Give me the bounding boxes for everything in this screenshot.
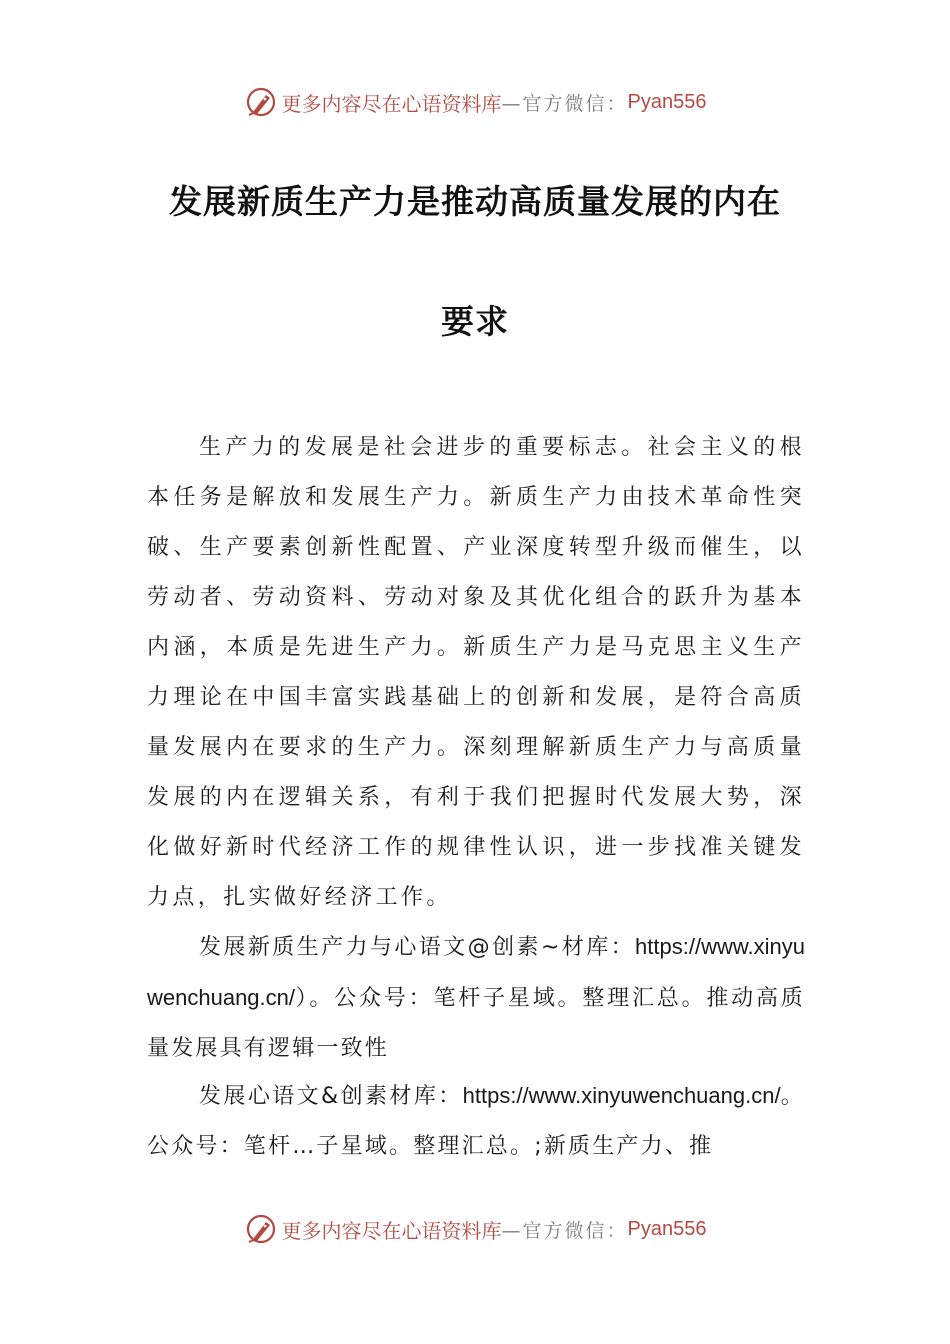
banner-wechat-id: Pyan556: [627, 90, 707, 113]
body-paragraph-3: [147, 1071, 805, 1172]
document-title-line-1: 发展新质生产力是推动高质量发展的内在: [169, 182, 781, 221]
body-paragraph-1: 生产力的发展是社会进步的重要标志。社会主义的根本任务是解放和发展生产力。新质生产力由技术革命性突破、生产要素创新性配置、产业深度转型升级而催生，以劳动者、劳动资料、劳动对象及其优化组合的跃升为基本内涵，本质是先进生产力。新质生产力是马克思主义生产力理论在中国丰富实践基础上的创新和发展，是符合高质量发展内在要求的生产力。深刻理解新质生产力与高质量发展的内在逻辑关系，有利于我们把握时代发展大势，深化做好新时代经济工作的规律性认识，进一步找准关键发力点，扎实做好经济工作。: [147, 435, 805, 910]
pen-nib-logo-icon: [244, 1212, 278, 1246]
header-banner: [0, 82, 950, 122]
banner-wechat-id: Pyan556: [627, 1217, 707, 1240]
banner-text: 更多内容尽在心语资料库: [281, 91, 502, 116]
document-title-line-2: 要求: [441, 302, 509, 341]
paragraph-3-suffix: 。公众号：笔杆…子星域。整理汇总。;新质生产力、推: [147, 1084, 806, 1159]
banner-separator: —官方微信：: [501, 92, 628, 115]
paragraph-2-prefix: 发展新质生产力与心语文@创素~材库：: [199, 935, 636, 960]
body-paragraph-2: [147, 922, 805, 1074]
banner-text: 更多内容尽在心语资料库: [281, 1218, 502, 1243]
banner-separator: —官方微信：: [501, 1219, 628, 1242]
paragraph-2-url: https://www.xinyuwenchuang.cn/: [147, 934, 805, 1010]
paragraph-3-prefix: 发展心语文&创素材库：: [199, 1084, 463, 1109]
pen-nib-logo-icon: [244, 85, 278, 119]
paragraph-3-url: https://www.xinyuwenchuang.cn/: [462, 1083, 781, 1108]
paragraph-2-suffix: ）。公众号：笔杆子星域。整理汇总。推动高质量发展具有逻辑一致性: [147, 986, 805, 1061]
footer-banner: [0, 1209, 950, 1249]
